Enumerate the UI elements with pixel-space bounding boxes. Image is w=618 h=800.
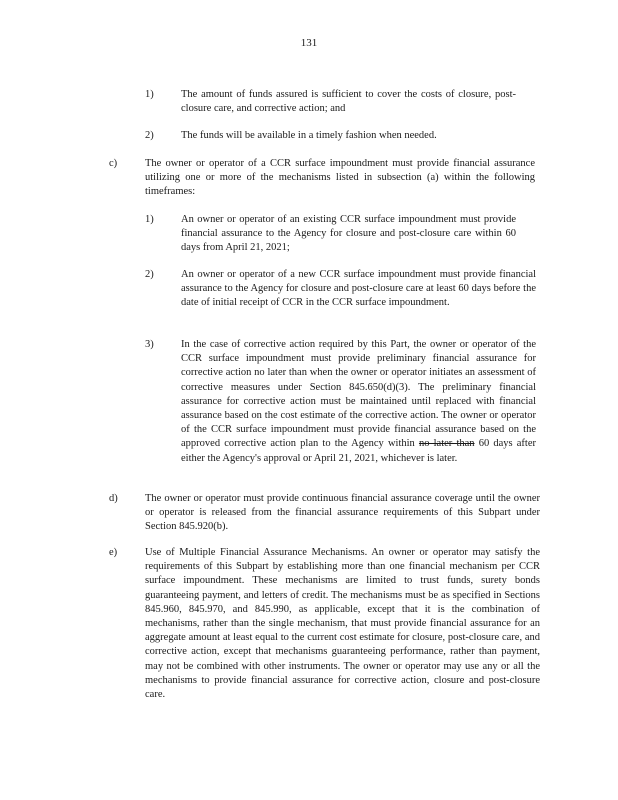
item-label: e) xyxy=(109,547,118,558)
struck-text: no later than xyxy=(418,438,475,450)
item-label: 2) xyxy=(145,130,154,141)
item-label: 1) xyxy=(145,89,154,100)
item-label: 1) xyxy=(145,214,154,225)
item-text: The amount of funds assured is sufficient to cover the costs of closure, post-closure care, and corrective action; and xyxy=(181,89,516,115)
item-label: d) xyxy=(109,493,118,504)
item-label: 2) xyxy=(145,269,154,280)
item-text: The owner or operator must provide continuous financial assurance coverage until the owner or operator is released from the financial assurance requirements of this Subpart under Section 845.920(b). xyxy=(145,493,540,533)
item-text-after: 60 days after either the Agency's approval or April 21, 2021, whichever is later. xyxy=(181,438,536,464)
item-text: An owner or operator of an existing CCR surface impoundment must provide financial assurance to the Agency for closure and post-closure care within 60 days from April 21, 2021; xyxy=(181,214,516,254)
item-label: 3) xyxy=(145,339,154,350)
item-text: The funds will be available in a timely fashion when needed. xyxy=(181,130,437,141)
item-text: The owner or operator of a CCR surface impoundment must provide financial assurance utilizing one or more of the mechanisms listed in subsection (a) within the following timeframes: xyxy=(145,158,535,198)
page-number: 131 xyxy=(300,37,318,49)
item-text xyxy=(181,338,536,466)
item-text-before: In the case of corrective action required by this Part, the owner or operator of the CCR surface impoundment must provide preliminary financial assurance for corrective action no later than when the owner or operator initiates an assessment of corrective measures under Section 845.650(d)(3). The preliminary financial assurance for corrective action must be maintained until replaced with financial assurance based on the cost estimate of the corrective action. The owner or operator of the CCR surface impoundment must provide financial assurance based on the approved corrective action plan to the Agency within xyxy=(181,339,536,450)
item-label: c) xyxy=(109,158,118,169)
item-text: Use of Multiple Financial Assurance Mechanisms. An owner or operator may satisfy the requirements of this Subpart by establishing more than one financial mechanism per CCR surface impoundment. These mechanisms are limited to trust funds, surety bonds guaranteeing payment, and letters of credit. The mechanisms must be as specified in Sections 845.960, 845.970, and 845.990, as applicable, except that it is the combination of mechanisms, rather than the single mechanism, that must provide financial assurance for an aggregate amount at least equal to the current cost estimate for closure, post-closure care, and corrective action, except that mechanisms guaranteeing performance, rather than payment, may not be combined with other instruments. The owner or operator may use any or all the mechanisms to provide financial assurance for corrective action, closure and post-closure care. xyxy=(145,547,540,701)
item-text: An owner or operator of a new CCR surface impoundment must provide financial assurance to the Agency for closure and post-closure care at least 60 days before the date of initial receipt of CCR in the CCR surface impoundment. xyxy=(181,269,536,309)
